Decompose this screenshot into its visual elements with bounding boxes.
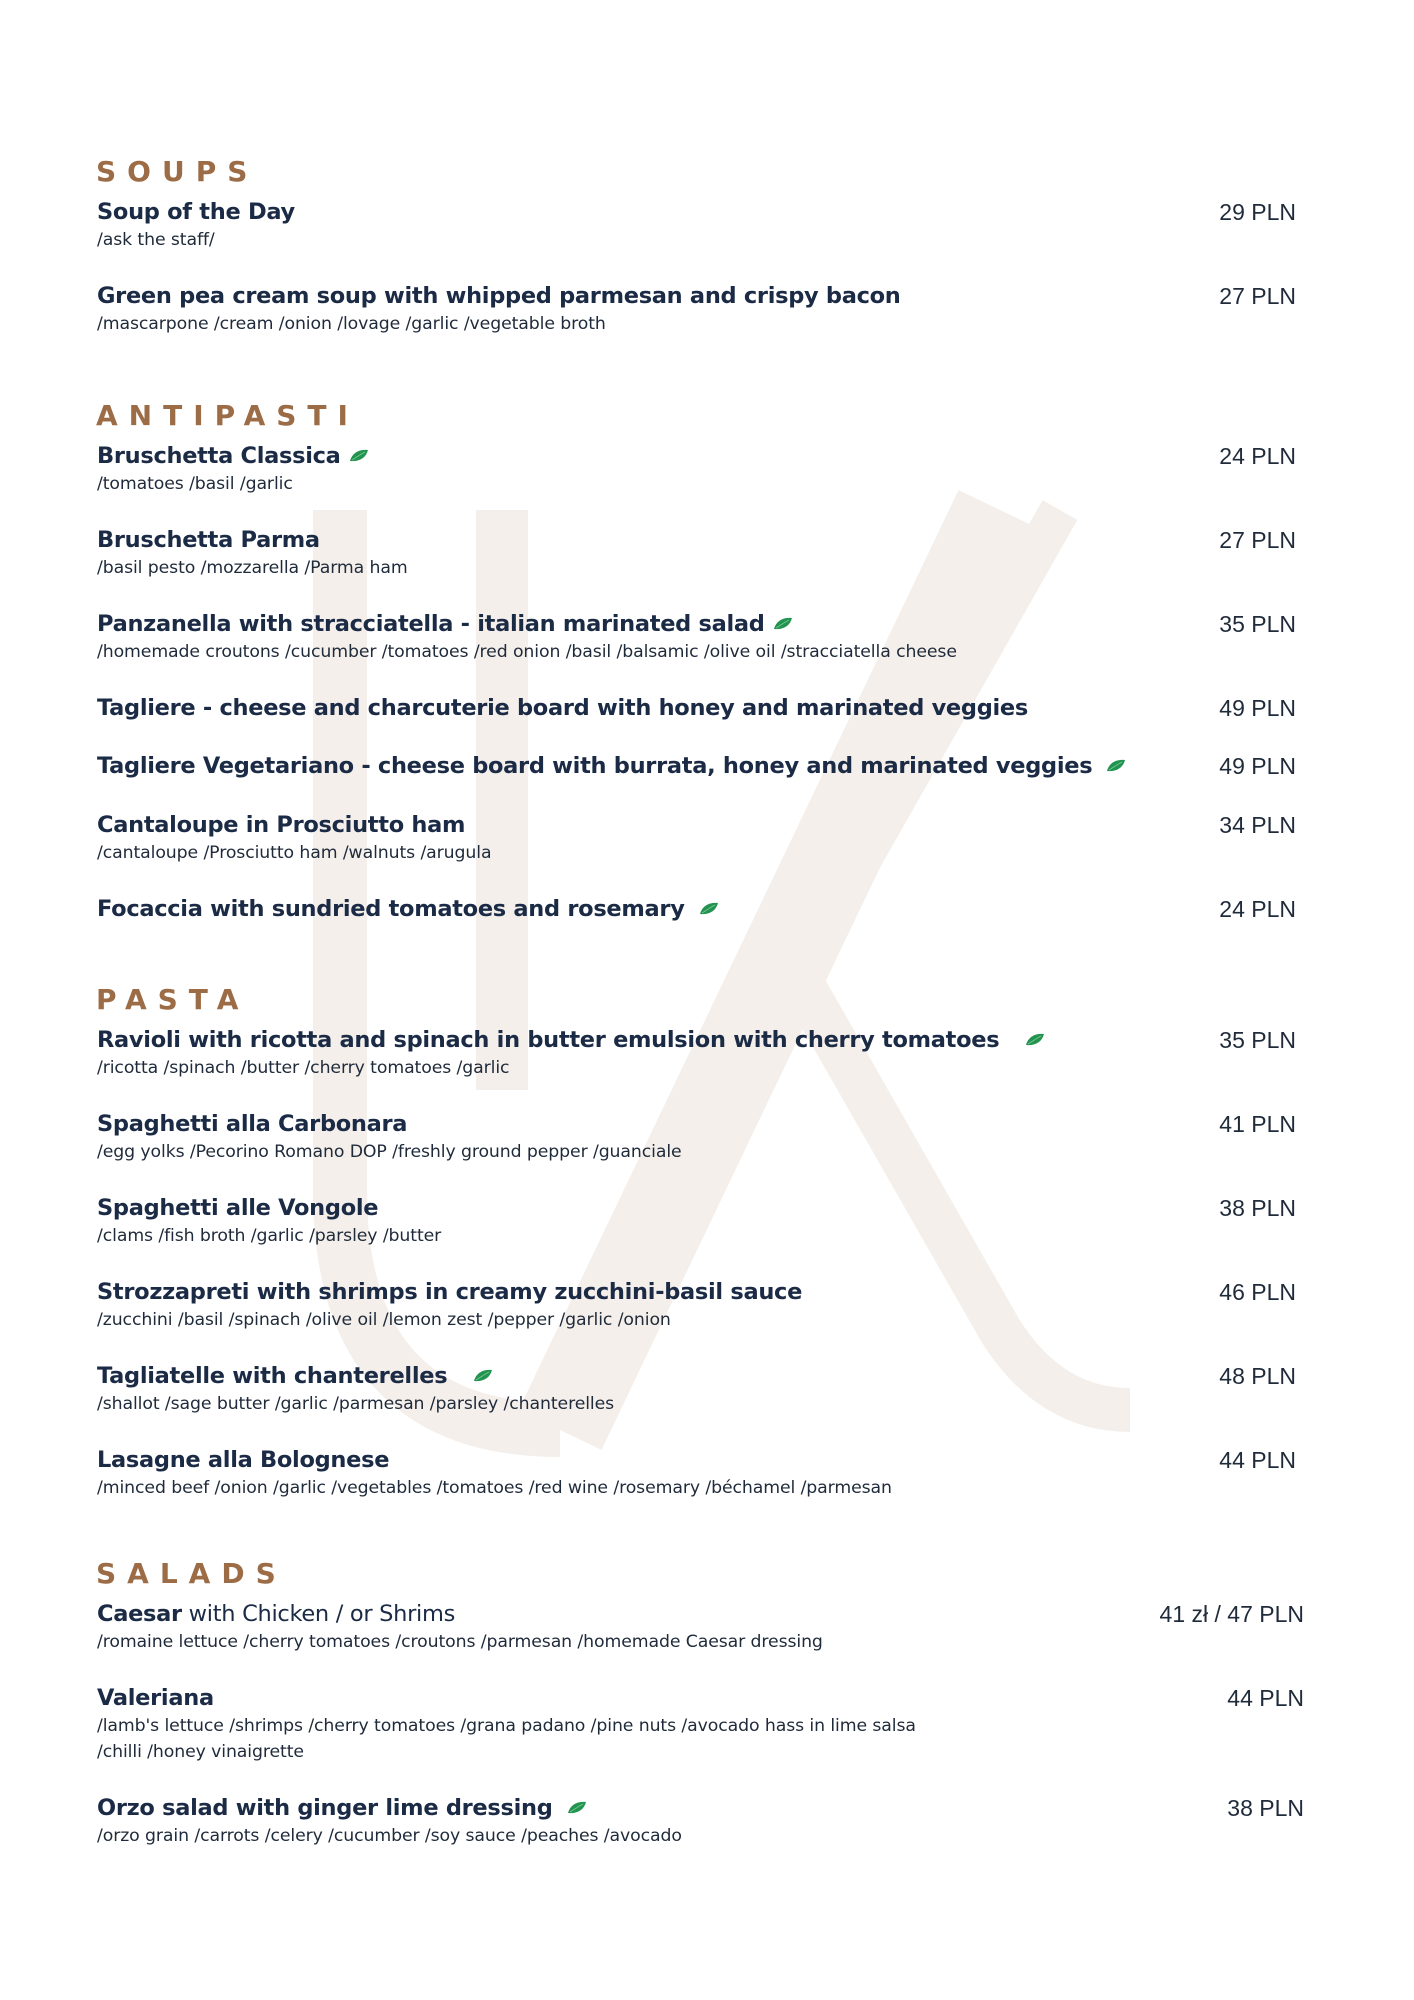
- item-title: Panzanella with stracciatella - italian marinated salad: [97, 611, 765, 637]
- item-title-row: [97, 1027, 1045, 1053]
- item-title: Soup of the Day: [97, 199, 295, 225]
- item-description: /ask the staff/: [97, 230, 215, 250]
- item-title: Spaghetti alla Carbonara: [97, 1111, 408, 1137]
- item-title: Strozzapreti with shrimps in creamy zucchini-basil sauce: [97, 1279, 803, 1305]
- item-price: 41 zł / 47 PLN: [1159, 1601, 1304, 1627]
- item-title: Focaccia with sundried tomatoes and rosemary: [97, 896, 685, 922]
- leaf-icon: [1106, 759, 1126, 772]
- menu-item: [97, 1685, 1414, 1762]
- menu-item: [97, 812, 1414, 882]
- menu-item: [97, 1111, 1414, 1181]
- item-price: 35 PLN: [1219, 1027, 1296, 1053]
- item-price: 27 PLN: [1219, 527, 1296, 553]
- item-price: 44 PLN: [1227, 1685, 1304, 1711]
- item-title-row: [97, 611, 793, 637]
- item-title: Tagliatelle with chanterelles: [97, 1363, 448, 1389]
- section-heading-salads: SALADS: [96, 1557, 287, 1590]
- section-heading-antipasti: ANTIPASTI: [96, 399, 359, 432]
- menu-item: [97, 1601, 1414, 1671]
- menu-item: [97, 1195, 1414, 1265]
- item-title: Bruschetta Parma: [97, 527, 320, 553]
- leaf-icon: [699, 902, 719, 915]
- item-description: /tomatoes /basil /garlic: [97, 474, 293, 494]
- item-title: Cantaloupe in Prosciutto ham: [97, 812, 466, 838]
- leaf-icon: [1025, 1033, 1045, 1046]
- item-description: /clams /fish broth /garlic /parsley /butter: [97, 1226, 442, 1246]
- menu-item: [97, 611, 1414, 681]
- item-title: Caesar: [97, 1601, 182, 1627]
- item-description: /homemade croutons /cucumber /tomatoes /red onion /basil /balsamic /olive oil /stracciatella cheese: [97, 642, 957, 662]
- item-price: 49 PLN: [1219, 753, 1296, 779]
- item-title: Bruschetta Classica: [97, 443, 341, 469]
- item-title-row: [97, 896, 719, 922]
- item-title: Green pea cream soup with whipped parmesan and crispy bacon: [97, 283, 901, 309]
- section-heading-soups: SOUPS: [96, 155, 259, 188]
- item-description: /shallot /sage butter /garlic /parmesan /parsley /chanterelles: [97, 1394, 615, 1414]
- section-heading-pasta: PASTA: [96, 983, 250, 1016]
- item-title: Valeriana: [97, 1685, 214, 1711]
- item-description: /basil pesto /mozzarella /Parma ham: [97, 558, 408, 578]
- item-description: /cantaloupe /Prosciutto ham /walnuts /arugula: [97, 843, 492, 863]
- item-title: Orzo salad with ginger lime dressing: [97, 1795, 553, 1821]
- menu-item: [97, 1363, 1414, 1433]
- item-title: Spaghetti alle Vongole: [97, 1195, 379, 1221]
- menu-item: [97, 896, 1414, 966]
- item-price: 24 PLN: [1219, 443, 1296, 469]
- menu-item: [97, 1795, 1414, 1865]
- menu-item: [97, 1279, 1414, 1349]
- leaf-icon: [567, 1801, 587, 1814]
- item-price: 48 PLN: [1219, 1363, 1296, 1389]
- leaf-icon: [349, 449, 369, 462]
- item-description: /lamb's lettuce /shrimps /cherry tomatoes /grana padano /pine nuts /avocado hass in lime salsa: [97, 1716, 916, 1736]
- item-description: /ricotta /spinach /butter /cherry tomatoes /garlic: [97, 1058, 510, 1078]
- item-price: 35 PLN: [1219, 611, 1296, 637]
- item-price: 41 PLN: [1219, 1111, 1296, 1137]
- item-description: /romaine lettuce /cherry tomatoes /croutons /parmesan /homemade Caesar dressing: [97, 1632, 823, 1652]
- menu-item: [97, 527, 1414, 597]
- item-title-row: [97, 753, 1126, 779]
- menu-item: [97, 199, 1414, 269]
- item-title: Tagliere Vegetariano - cheese board with burrata, honey and marinated veggies: [97, 753, 1093, 779]
- item-price: 44 PLN: [1219, 1447, 1296, 1473]
- item-title: Ravioli with ricotta and spinach in butter emulsion with cherry tomatoes: [97, 1027, 1000, 1053]
- item-price: 49 PLN: [1219, 695, 1296, 721]
- item-description: /egg yolks /Pecorino Romano DOP /freshly ground pepper /guanciale: [97, 1142, 682, 1162]
- item-price: 38 PLN: [1227, 1795, 1304, 1821]
- item-price: 34 PLN: [1219, 812, 1296, 838]
- item-title-row: [97, 1363, 493, 1389]
- item-price: 46 PLN: [1219, 1279, 1296, 1305]
- item-description-line2: /chilli /honey vinaigrette: [97, 1742, 304, 1762]
- item-description: /minced beef /onion /garlic /vegetables /tomatoes /red wine /rosemary /béchamel /parmesan: [97, 1478, 892, 1498]
- item-price: 24 PLN: [1219, 896, 1296, 922]
- item-title-row: [97, 1601, 455, 1627]
- leaf-icon: [773, 617, 793, 630]
- item-title-suffix: with Chicken / or Shrims: [181, 1601, 456, 1627]
- item-description: /orzo grain /carrots /celery /cucumber /soy sauce /peaches /avocado: [97, 1826, 682, 1846]
- item-price: 27 PLN: [1219, 283, 1296, 309]
- item-title: Lasagne alla Bolognese: [97, 1447, 390, 1473]
- item-title: Tagliere - cheese and charcuterie board with honey and marinated veggies: [97, 695, 1028, 721]
- item-description: /zucchini /basil /spinach /olive oil /lemon zest /pepper /garlic /onion: [97, 1310, 671, 1330]
- menu-item: [97, 283, 1414, 353]
- menu-item: [97, 1027, 1414, 1097]
- leaf-icon: [473, 1369, 493, 1382]
- item-title-row: [97, 443, 369, 469]
- menu-item: [97, 1447, 1414, 1517]
- item-title-row: [97, 1795, 587, 1821]
- item-price: 29 PLN: [1219, 199, 1296, 225]
- item-price: 38 PLN: [1219, 1195, 1296, 1221]
- menu-item: [97, 443, 1414, 513]
- item-description: /mascarpone /cream /onion /lovage /garlic /vegetable broth: [97, 314, 606, 334]
